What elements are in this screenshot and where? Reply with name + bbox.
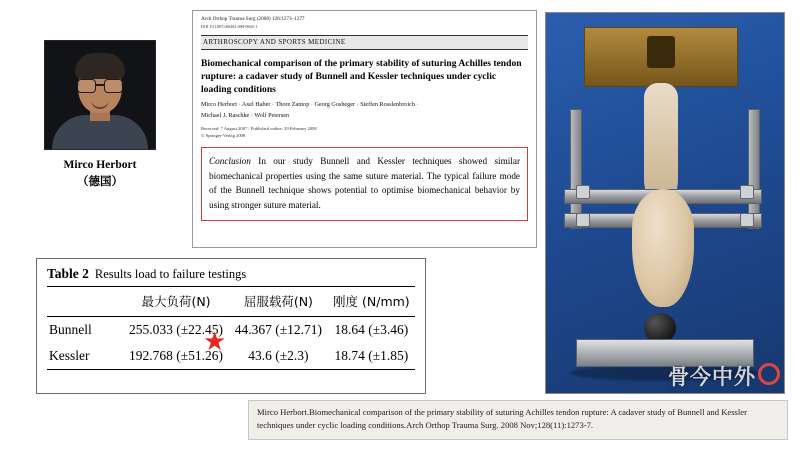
author-photo (44, 40, 156, 150)
mounting-hole (647, 36, 675, 68)
author-country: （德国） (77, 173, 123, 188)
bunnell-yield-load: 44.367 (±12.71) (234, 322, 323, 337)
table-col-header-0 (47, 287, 123, 317)
conclusion-paragraph (209, 154, 520, 214)
conclusion-label: Conclusion (209, 155, 251, 166)
table-header-row (47, 287, 415, 317)
muscle-specimen (632, 189, 694, 307)
row-label-bunnell: Bunnell (49, 322, 92, 337)
conclusion-highlight-box (201, 147, 528, 222)
kessler-max-load: 192.768 (±51.26) (123, 343, 229, 370)
paper-authors-line-1: Mirco Herbort · Axel Haber · Thore Zantop · Georg Gosheger · Steffen Rosslenbroich · (201, 101, 419, 109)
results-table (47, 286, 415, 370)
achilles-tendon (644, 83, 678, 203)
rig-post-right (748, 109, 760, 229)
table-caption (47, 266, 415, 282)
author-name: Mirco Herbort (63, 159, 137, 171)
conclusion-body: In our study Bunnell and Kessler techniques showed similar biomechanical properties using the same suture material. The typical failure mode of the Bunnell technique shows potential to optimise biomechanical behavior by using stronger suture material. (209, 155, 521, 211)
table-row (47, 343, 415, 370)
watermark-ring-icon (758, 363, 780, 385)
bolt-icon (740, 185, 754, 199)
paper-doi: DOI 10.1007/s00402-008-0602-1 (201, 23, 258, 29)
table-row (47, 317, 415, 344)
rig-post-left (570, 109, 582, 229)
row-label-kessler: Kessler (47, 343, 123, 370)
bolt-icon (740, 213, 754, 227)
table-col-header-1: 最大负荷(N) (123, 287, 229, 317)
glasses-icon (77, 79, 123, 91)
paper-section-band: ARTHROSCOPY AND SPORTS MEDICINE (201, 35, 528, 50)
portrait-hair (75, 53, 125, 79)
kessler-yield-load: 43.6 (±2.3) (229, 343, 328, 370)
paper-authors-line-2: Michael J. Raschke · Wolf Petersen (201, 112, 290, 120)
bunnell-stiffness: 18.64 (±3.46) (334, 322, 409, 337)
results-table-box: Table 2 Results load to failure testings 最大负荷(N) 屈服载荷(N) 刚度 (N/mm) Bunnell 255.033 (±22.45) 44.367 (±12.71) 18.64 (±3.46) Kessler 192.768 (±51.26) 43.6 (±2.3) 18.74 (±1.85) ★ (36, 258, 426, 394)
bolt-icon (576, 185, 590, 199)
kessler-stiffness: 18.74 (±1.85) (328, 343, 415, 370)
citation-footer: Mirco Herbort.Biomechanical comparison of the primary stability of suturing Achilles tendon rupture: A cadaver study of Bunnell and Kessler techniques under cyclic loading conditions.Arch Orthop Trauma Surg. 2008 Nov;128(11):1273-7. (248, 400, 788, 440)
paper-journal-reference: Arch Orthop Trauma Surg (2008) 128:1273–1277 (201, 16, 305, 22)
bolt-icon (576, 213, 590, 227)
paper-copyright: © Springer-Verlag 2008 (201, 133, 246, 138)
author-block (40, 40, 160, 189)
table-caption-text: Results load to failure testings (94, 267, 247, 281)
table-col-header-2: 屈服载荷(N) (229, 287, 328, 317)
bunnell-max-load: 255.033 (±22.45) (129, 322, 224, 337)
watermark-logo: 骨今中外 (668, 361, 780, 391)
paper-scan (192, 10, 537, 248)
table-col-header-3: 刚度 (N/mm) (328, 287, 415, 317)
paper-dates: Received: 7 August 2007 / Published online: 29 February 2008 (201, 126, 317, 132)
wooden-mounting-block (584, 27, 738, 87)
paper-title: Biomechanical comparison of the primary stability of suturing Achilles tendon rupture: a cadaver study of Bunnell and Kessler techniques under cyclic loading conditions (201, 57, 522, 96)
table-number: Table 2 (47, 266, 89, 281)
specimen-photo (545, 12, 785, 394)
